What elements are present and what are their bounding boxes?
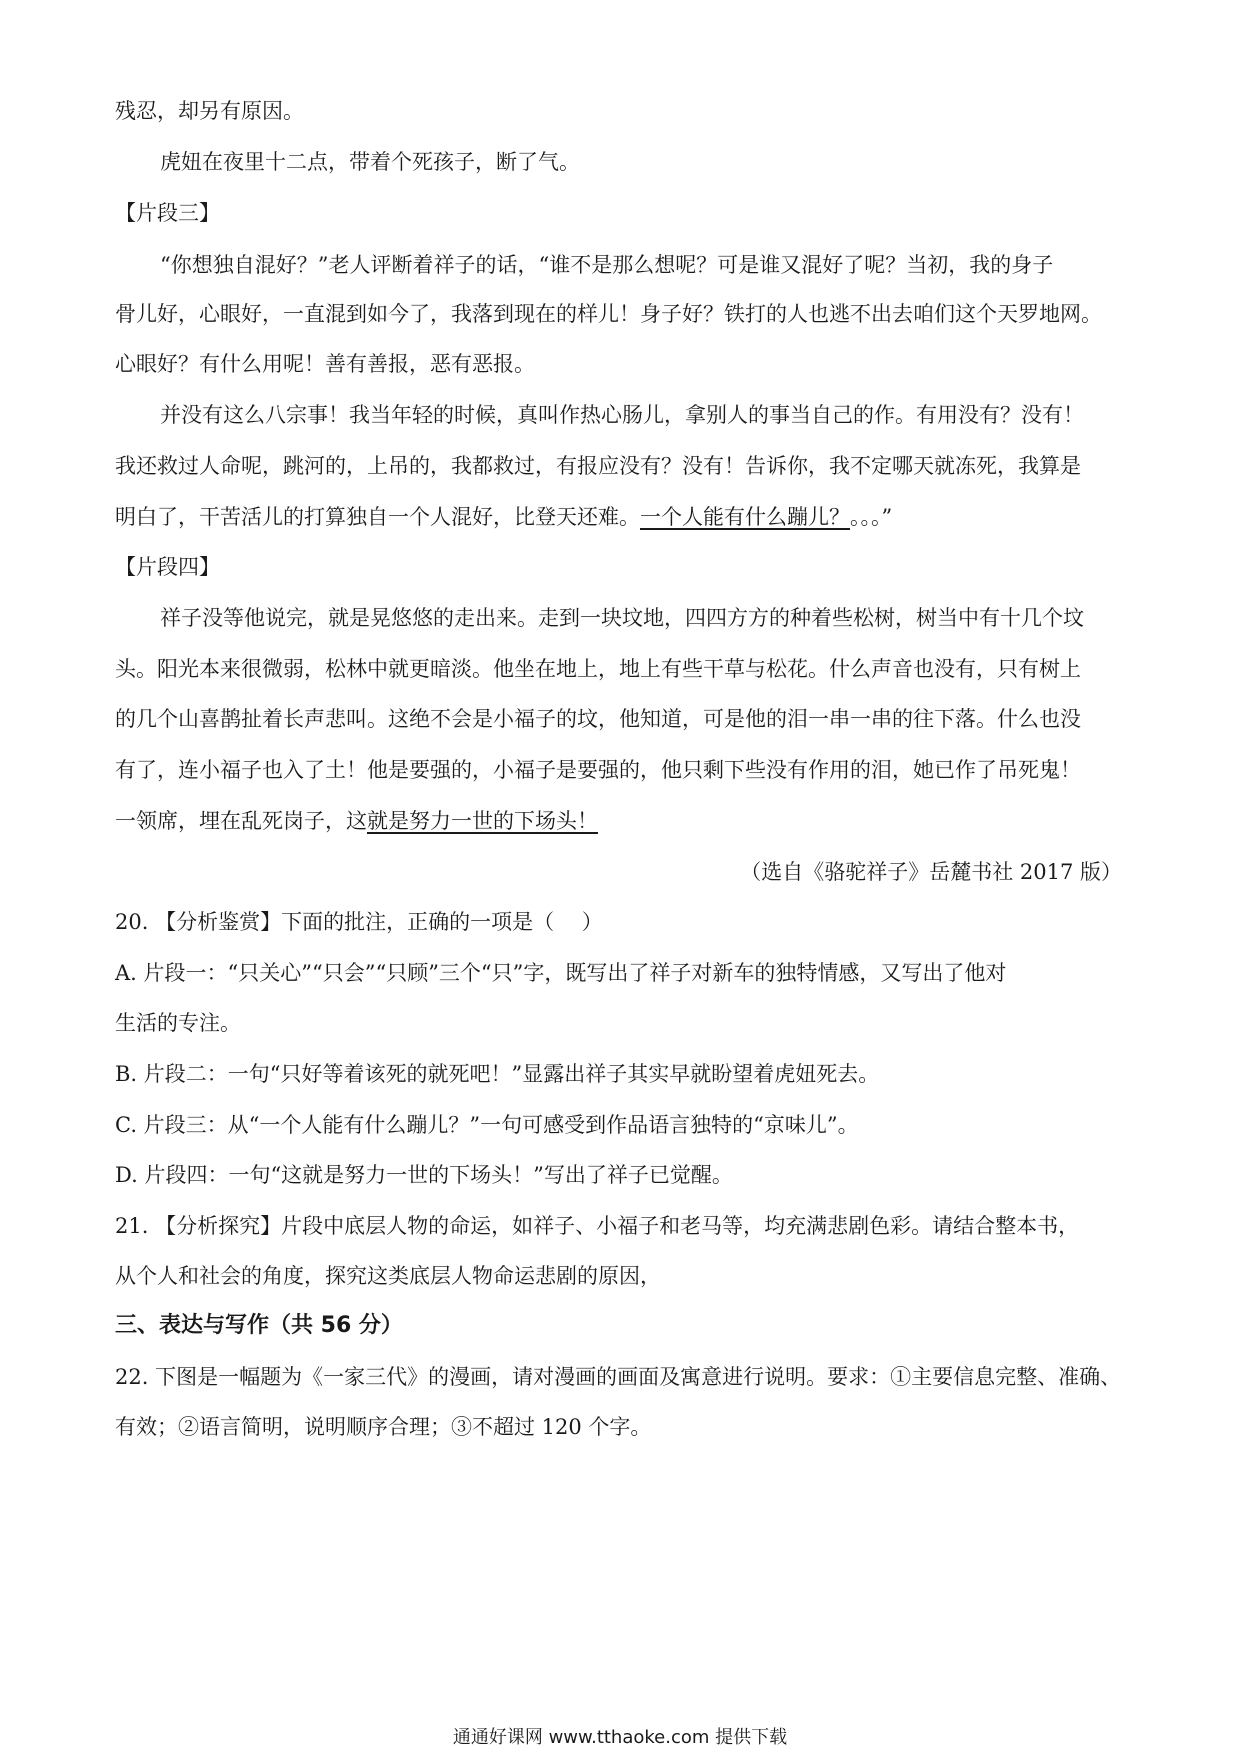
paragraph-line: 并没有这么八宗事！我当年轻的时候，真叫作热心肠儿，拿别人的事当自己的作。有用没有？没有！ bbox=[160, 403, 1084, 427]
footer-watermark: 通通好课网 www.tthaoke.com 提供下载 bbox=[452, 1727, 788, 1748]
question-21-continued: 从个人和社会的角度，探究这类底层人物命运悲剧的原因， bbox=[115, 1264, 661, 1288]
option-b: B. 片段二：一句“只好等着该死的就死吧！”显露出祥子其实早就盼望着虎妞死去。 bbox=[115, 1062, 880, 1086]
segment-four-title: 【片段四】 bbox=[115, 555, 220, 579]
underlined-phrase: 一个人能有什么蹦儿？ bbox=[640, 505, 850, 529]
text-run: 明白了，干苦活儿的打算独自一个人混好，比登天还难。 bbox=[115, 505, 640, 529]
source-citation: （选自《骆驼祥子》岳麓书社 2017 版） bbox=[740, 860, 1122, 884]
text-run: 一领席，埋在乱死岗子，这 bbox=[115, 809, 367, 833]
paragraph-line: 有了，连小福子也入了土！他是要强的，小福子是要强的，他只剩下些没有作用的泪，她已作了吊死鬼！ bbox=[115, 758, 1081, 782]
option-a-continued: 生活的专注。 bbox=[115, 1011, 241, 1035]
section-three-heading: 三、表达与写作（共 56 分） bbox=[115, 1313, 403, 1338]
option-c: C. 片段三：从“一个人能有什么蹦儿？”一句可感受到作品语言独特的“京味儿”。 bbox=[115, 1113, 859, 1137]
paragraph-line: 祥子没等他说完，就是晃悠悠的走出来。走到一块坟地，四四方方的种着些松树，树当中有十几个坟 bbox=[160, 606, 1084, 630]
option-d: D. 片段四：一句“这就是努力一世的下场头！”写出了祥子已觉醒。 bbox=[115, 1163, 733, 1187]
segment-three-title: 【片段三】 bbox=[115, 201, 220, 225]
paragraph-line: 我还救过人命呢，跳河的，上吊的，我都救过，有报应没有？没有！告诉你，我不定哪天就冻死，我算是 bbox=[115, 454, 1081, 478]
underlined-phrase: 就是努力一世的下场头！ bbox=[367, 809, 598, 833]
paragraph-line: 残忍，却另有原因。 bbox=[115, 99, 304, 123]
paragraph-line: 心眼好？有什么用呢！善有善报，恶有恶报。 bbox=[115, 352, 535, 376]
paragraph-line: 虎妞在夜里十二点，带着个死孩子，断了气。 bbox=[160, 150, 580, 174]
paragraph-line: 骨儿好，心眼好，一直混到如今了，我落到现在的样儿！身子好？铁打的人也逃不出去咱们这个天罗地网。 bbox=[115, 302, 1102, 326]
question-20: 20. 【分析鉴赏】下面的批注，正确的一项是（ ） bbox=[115, 910, 603, 934]
question-21: 21. 【分析探究】片段中底层人物的命运，如祥子、小福子和老马等，均充满悲剧色彩。请结合整本书， bbox=[115, 1214, 1080, 1238]
question-22: 22. 下图是一幅题为《一家三代》的漫画，请对漫画的画面及寓意进行说明。要求：①主要信息完整、准确、 bbox=[115, 1365, 1122, 1389]
text-run: 。。。” bbox=[850, 505, 893, 529]
question-22-continued: 有效；②语言简明，说明顺序合理；③不超过 120 个字。 bbox=[115, 1415, 652, 1439]
paragraph-line bbox=[0, 806, 1240, 836]
paragraph-line bbox=[0, 502, 1240, 532]
paragraph-line: “你想独自混好？”老人评断着祥子的话，“谁不是那么想呢？可是谁又混好了呢？当初，我的身子 bbox=[160, 253, 1054, 277]
paragraph-line: 的几个山喜鹊扯着长声悲叫。这绝不会是小福子的坟，他知道，可是他的泪一串一串的往下落。什么也没 bbox=[115, 707, 1081, 731]
paragraph-line: 头。阳光本来很微弱，松林中就更暗淡。他坐在地上，地上有些干草与松花。什么声音也没有，只有树上 bbox=[115, 657, 1081, 681]
option-a: A. 片段一：“只关心”“只会”“只顾”三个“只”字，既写出了祥子对新车的独特情感，又写出了他对 bbox=[115, 961, 1007, 985]
